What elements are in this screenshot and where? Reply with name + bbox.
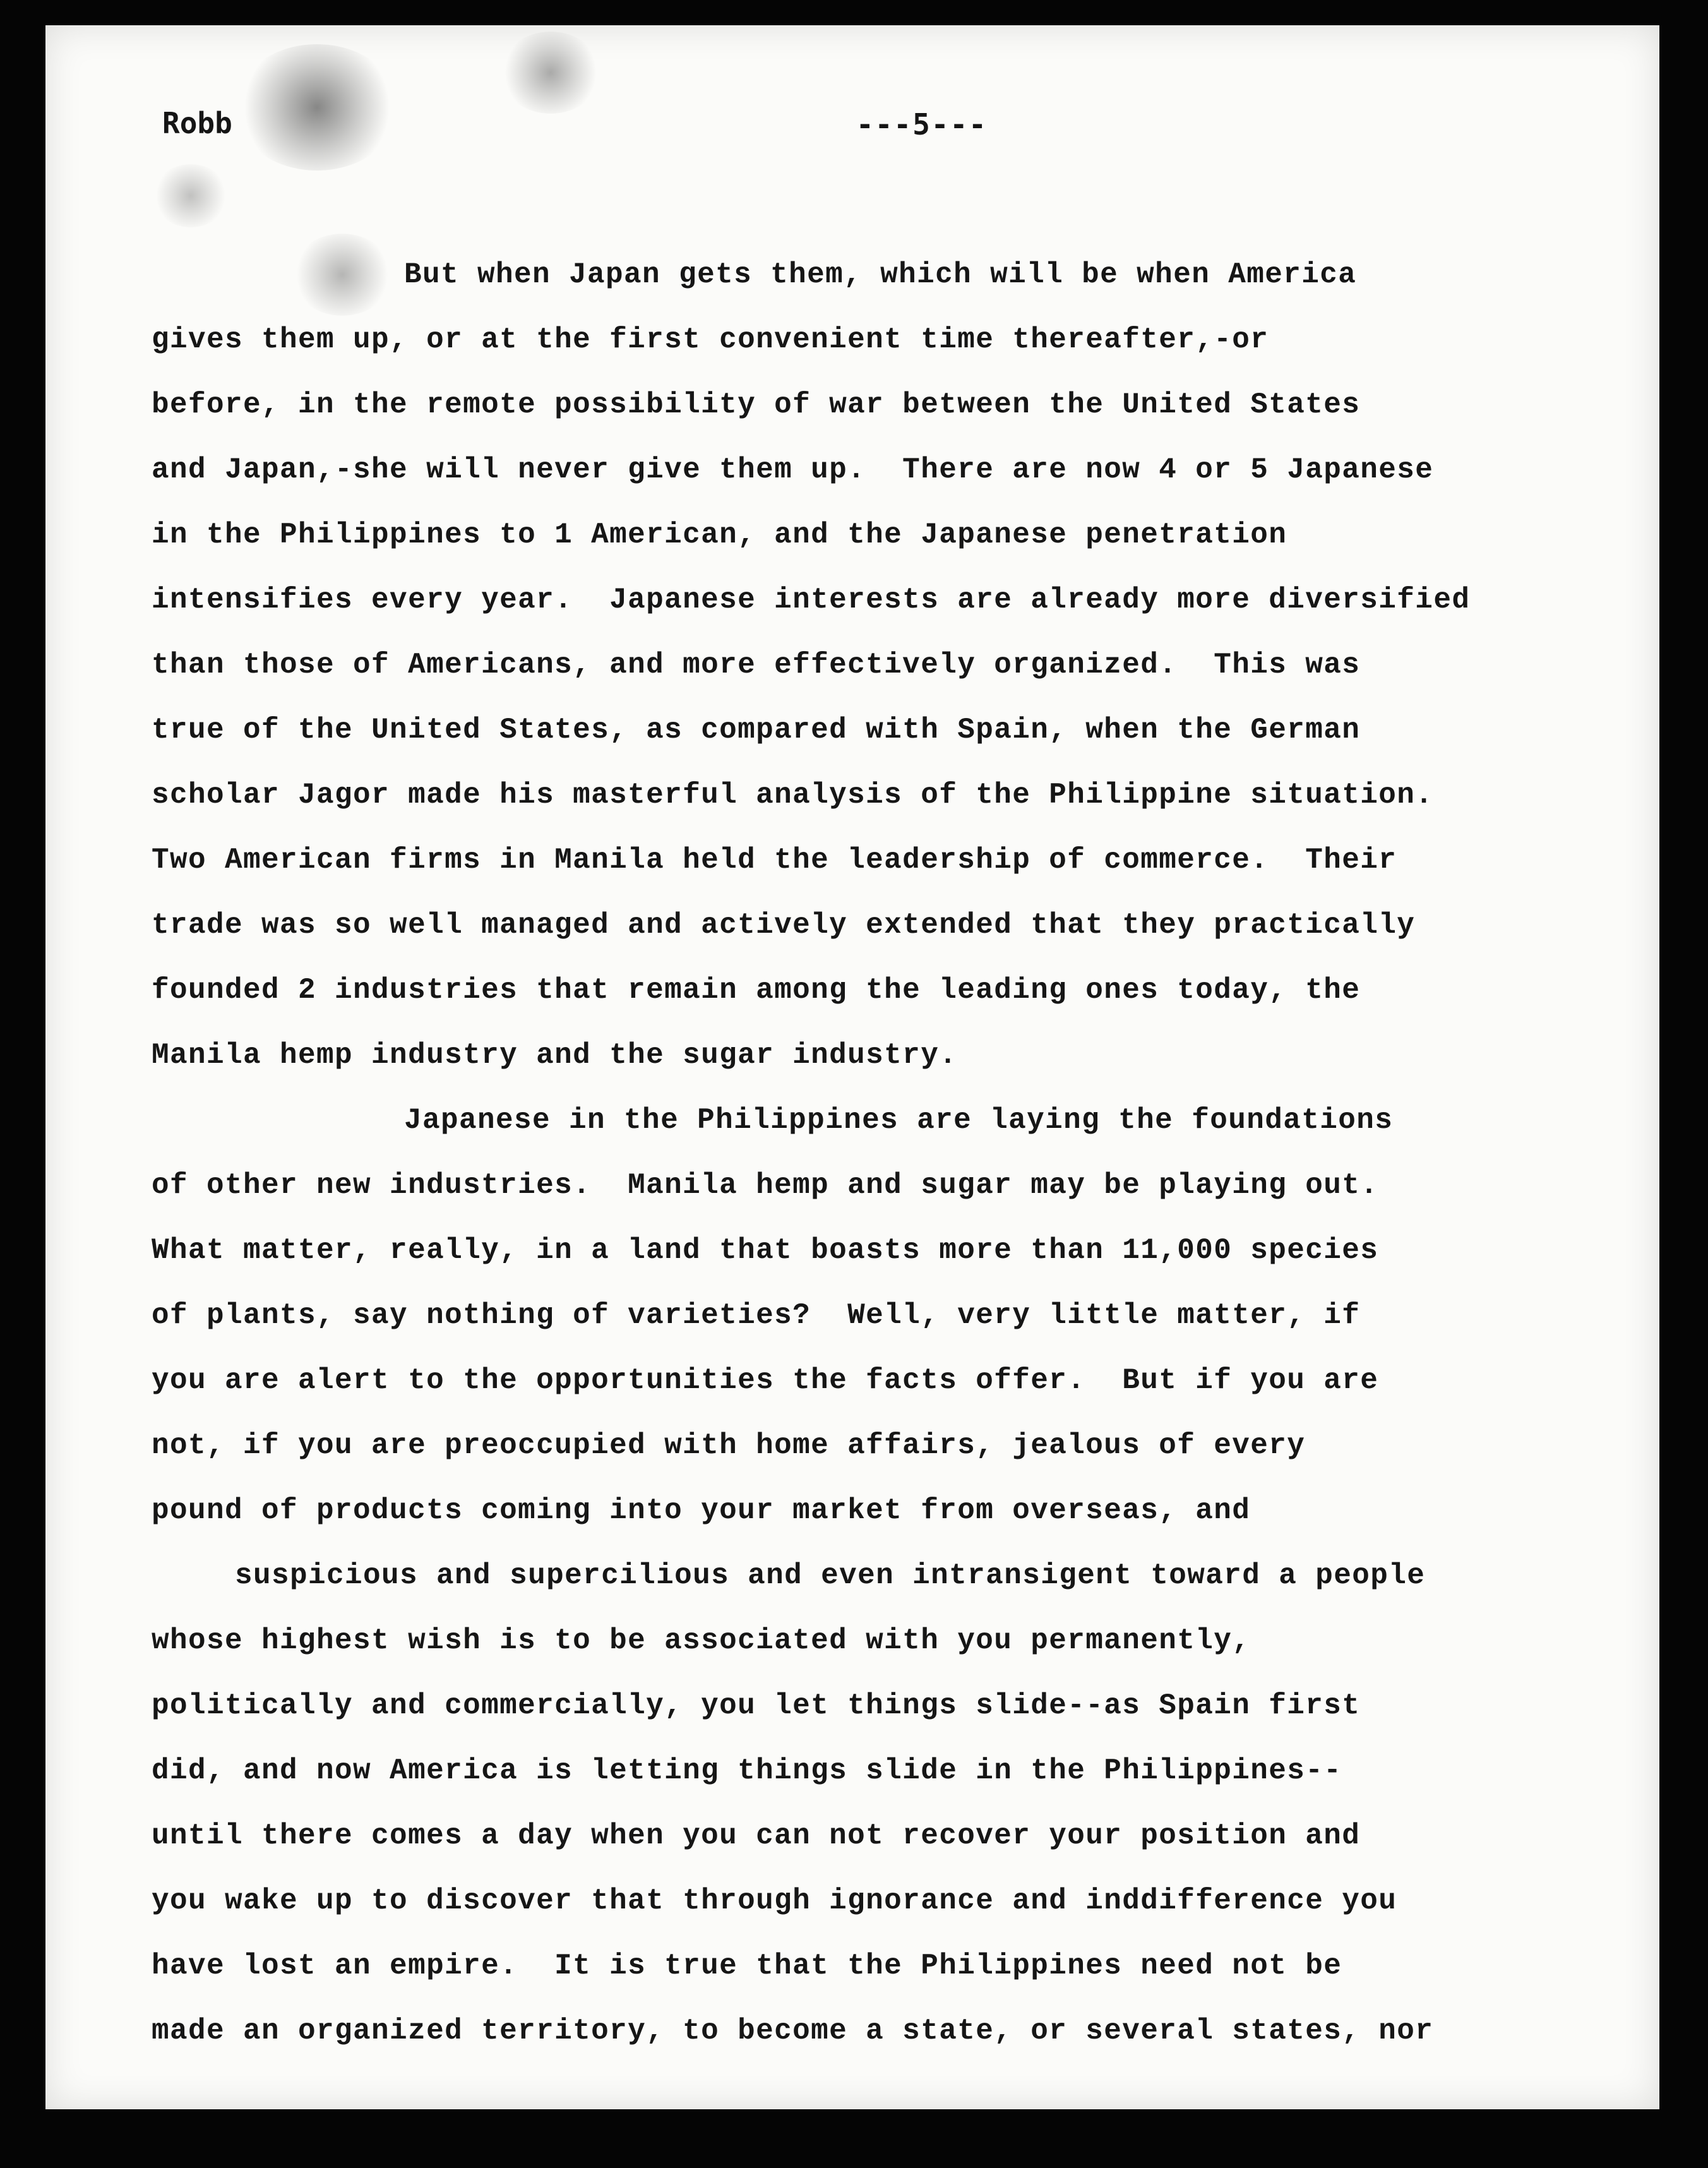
- ink-smudge: [235, 44, 399, 171]
- text-line: before, in the remote possibility of war between the United States: [152, 388, 1361, 421]
- text-line: not, if you are preoccupied with home affairs, jealous of every: [152, 1429, 1306, 1462]
- text-line: intensifies every year. Japanese interests are already more diversified: [152, 584, 1471, 616]
- text-line: gives them up, or at the first convenient time thereafter,-or: [152, 323, 1269, 356]
- text-line: What matter, really, in a land that boasts more than 11,000 species: [152, 1234, 1379, 1267]
- text-line: Japanese in the Philippines are laying the foundations: [404, 1104, 1394, 1137]
- author-header: Robb: [162, 106, 232, 140]
- text-line: in the Philippines to 1 American, and the Japanese penetration: [152, 518, 1287, 551]
- text-line: founded 2 industries that remain among the leading ones today, the: [152, 974, 1361, 1007]
- text-line: did, and now America is letting things slide in the Philippines--: [152, 1754, 1342, 1787]
- text-line: trade was so well managed and actively extended that they practically: [152, 909, 1416, 942]
- text-line: you wake up to discover that through ignorance and inddifference you: [152, 1884, 1397, 1917]
- text-line: Manila hemp industry and the sugar industry.: [152, 1039, 958, 1072]
- text-line: of plants, say nothing of varieties? Well, very little matter, if: [152, 1299, 1361, 1332]
- text-line: pound of products coming into your market from overseas, and: [152, 1494, 1251, 1527]
- text-line: true of the United States, as compared with Spain, when the German: [152, 714, 1361, 746]
- text-line: made an organized territory, to become a state, or several states, nor: [152, 2015, 1434, 2047]
- text-line: of other new industries. Manila hemp and sugar may be playing out.: [152, 1169, 1379, 1202]
- typed-page: [45, 25, 1659, 2109]
- ink-smudge: [500, 32, 601, 114]
- text-line: than those of Americans, and more effectively organized. This was: [152, 649, 1361, 681]
- text-line: But when Japan gets them, which will be when America: [404, 258, 1357, 291]
- text-line: you are alert to the opportunities the facts offer. But if you are: [152, 1364, 1379, 1397]
- text-line: whose highest wish is to be associated with you permanently,: [152, 1624, 1251, 1657]
- text-line: scholar Jagor made his masterful analysis of the Philippine situation.: [152, 779, 1434, 812]
- text-line: politically and commercially, you let things slide--as Spain first: [152, 1689, 1361, 1722]
- ink-smudge: [292, 234, 393, 316]
- text-line: until there comes a day when you can not recover your position and: [152, 1819, 1361, 1852]
- text-line: have lost an empire. It is true that the Philippines need not be: [152, 1949, 1342, 1982]
- text-line: and Japan,-she will never give them up. There are now 4 or 5 Japanese: [152, 453, 1434, 486]
- text-line: suspicious and supercilious and even intransigent toward a people: [235, 1559, 1426, 1592]
- text-line: Two American firms in Manila held the leadership of commerce. Their: [152, 844, 1397, 877]
- ink-smudge: [153, 164, 229, 227]
- page-number: ---5---: [856, 107, 988, 141]
